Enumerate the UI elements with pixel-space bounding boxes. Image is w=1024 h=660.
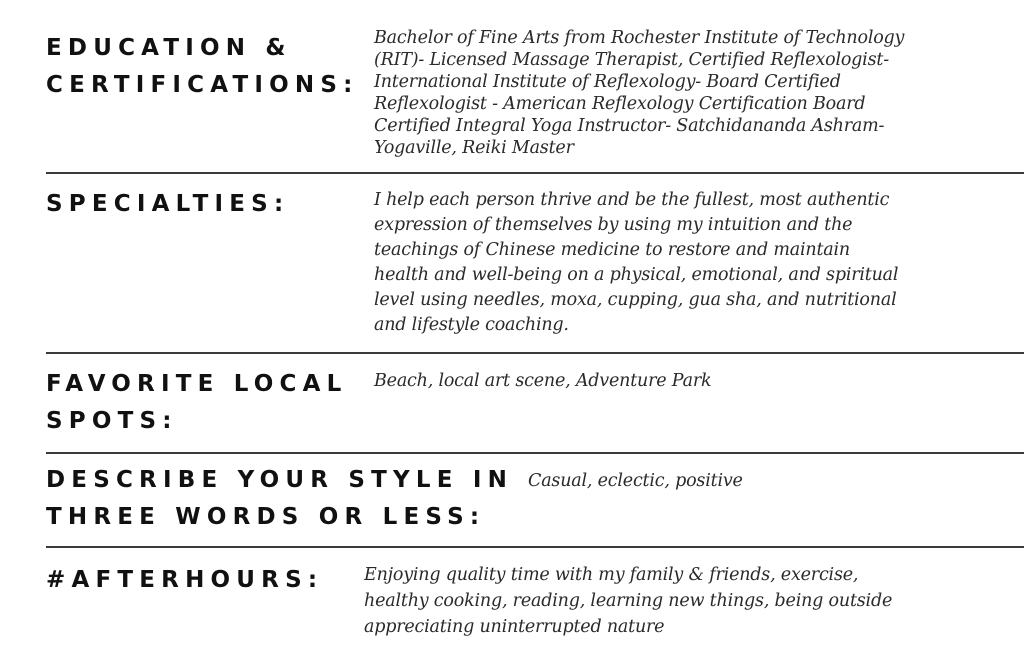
value-line: expression of themselves by using my intuition and the [374, 215, 853, 235]
value-line: health and well-being on a physical, emotional, and spiritual [374, 265, 899, 285]
label-line: FAVORITE LOCAL [46, 371, 348, 397]
label-line: THREE WORDS OR LESS: [46, 504, 486, 530]
education-certifications-value [374, 27, 904, 159]
value-line: Beach, local art scene, Adventure Park [374, 371, 712, 391]
label-line: DESCRIBE YOUR STYLE IN [46, 467, 514, 493]
value-line: appreciating uninterrupted nature [364, 617, 665, 637]
label-line: SPOTS: [46, 408, 178, 434]
value-line: International Institute of Reflexology- Board Certified [374, 72, 841, 92]
label-line: #AFTERHOURS: [46, 567, 324, 593]
value-line: Certified Integral Yoga Instructor- Satchidananda Ashram- [374, 116, 885, 136]
label-line: SPECIALTIES: [46, 191, 290, 217]
label-line: CERTIFICATIONS: [46, 72, 359, 98]
value-line: Bachelor of Fine Arts from Rochester Institute of Technology [374, 28, 905, 48]
value-line: healthy cooking, reading, learning new things, being outside [364, 591, 893, 611]
value-line: Reflexologist - American Reflexology Certification Board [374, 94, 866, 114]
value-line: and lifestyle coaching. [374, 315, 569, 335]
value-line: Yogaville, Reiki Master [374, 138, 574, 158]
label-line: EDUCATION & [46, 35, 292, 61]
specialties-value [374, 188, 898, 338]
value-line: I help each person thrive and be the fullest, most authentic [374, 190, 890, 210]
section-divider [46, 352, 1024, 354]
afterhours-value [364, 562, 892, 640]
value-line: teachings of Chinese medicine to restore and maintain [374, 240, 850, 260]
section-divider [46, 546, 1024, 548]
value-line: Casual, eclectic, positive [528, 471, 743, 491]
section-divider [46, 452, 1024, 454]
value-line: Enjoying quality time with my family & friends, exercise, [364, 565, 859, 585]
specialties-label [46, 186, 289, 223]
describe-style-value [528, 469, 743, 494]
section-divider [46, 172, 1024, 174]
describe-style-label [46, 462, 513, 536]
education-certifications-label [46, 30, 359, 104]
value-line: level using needles, moxa, cupping, gua sha, and nutritional [374, 290, 897, 310]
afterhours-label [46, 562, 323, 599]
favorite-local-spots-value [374, 369, 711, 394]
value-line: (RIT)- Licensed Massage Therapist, Certified Reflexologist- [374, 50, 889, 70]
favorite-local-spots-label [46, 366, 347, 440]
